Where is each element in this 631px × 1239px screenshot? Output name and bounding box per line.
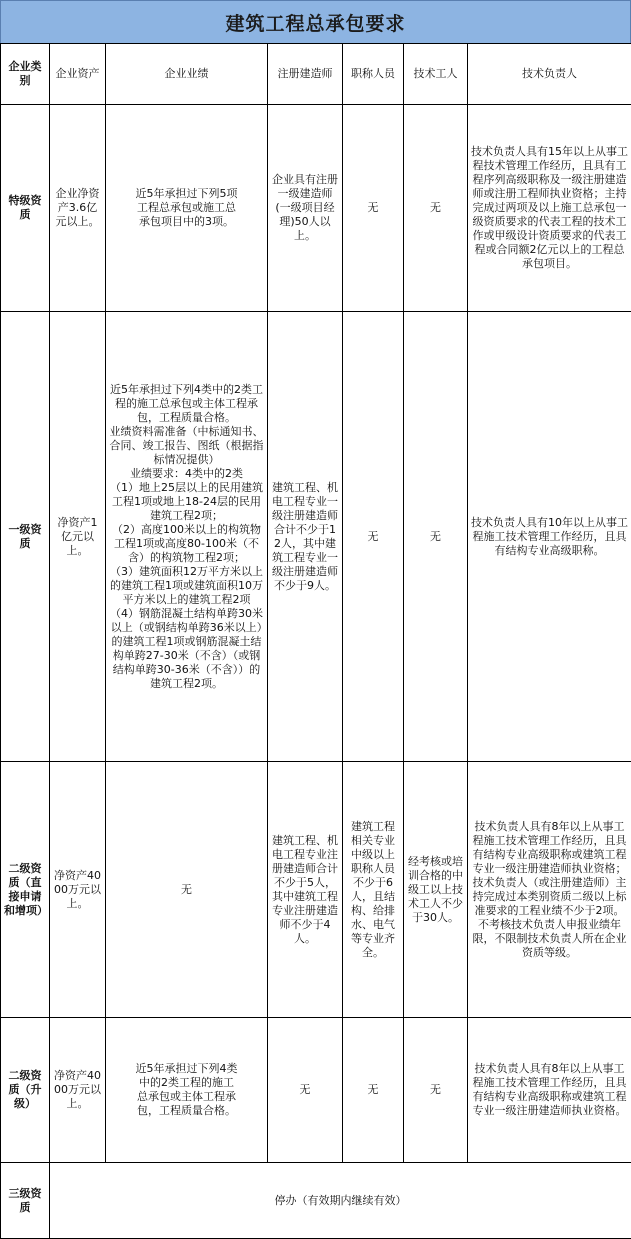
constructors-cell: 建筑工程、机电工程专业一级注册建造师合计不少于12人，其中建筑工程专业一级注册建造师不少于9人。 [268,312,343,762]
table-row [1,762,631,1018]
header-constructors: 注册建造师 [268,44,343,105]
tech-lead-cell: 技术负责人具有8年以上从事工程施工技术管理工作经历，且具有结构专业高级职称或建筑工程专业一级注册建造师执业资格。 [468,1018,631,1163]
header-performance: 企业业绩 [106,44,268,105]
header-row [1,44,631,105]
header-category: 企业类别 [1,44,50,105]
table-row [1,1163,631,1239]
header-titled-staff: 职称人员 [343,44,404,105]
header-assets: 企业资产 [50,44,106,105]
status-cell: 停办（有效期内继续有效） [50,1163,631,1239]
performance-cell: 近5年承担过下列5项工程总承包或施工总承包项目中的3项。 [106,105,268,312]
titles-cell: 无 [343,1018,404,1163]
performance-cell: 无 [106,762,268,1018]
tech-lead-cell: 技术负责人具有10年以上从事工程施工技术管理工作经历，且具有结构专业高级职称。 [468,312,631,762]
constructors-cell: 无 [268,1018,343,1163]
category-cell: 二级资质（直接申请和增项） [1,762,50,1018]
header-technical-lead: 技术负责人 [468,44,631,105]
workers-cell: 无 [404,1018,468,1163]
table-row [1,1018,631,1163]
constructors-cell: 建筑工程、机电工程专业注册建造师合计不少于5人，其中建筑工程专业注册建造师不少于4人。 [268,762,343,1018]
tech-lead-cell: 技术负责人具有15年以上从事工程技术管理工作经历，且具有工程序列高级职称及一级注册建造师或注册工程师执业资格；主持完成过两项及以上施工总承包一级资质要求的代表工程的技术工作或甲级设计资质要求的代表工程或合同额2亿元以上的工程总承包项目。 [468,105,631,312]
category-cell: 二级资质（升级） [1,1018,50,1163]
performance-cell: 近5年承担过下列4类中的2类工程的施工总承包或主体工程承包，工程质量合格。 [106,1018,268,1163]
table-row [1,312,631,762]
page-title: 建筑工程总承包要求 [0,0,631,43]
assets-cell: 净资产1亿元以上。 [50,312,106,762]
titles-cell: 无 [343,312,404,762]
titles-cell: 无 [343,105,404,312]
workers-cell: 无 [404,105,468,312]
category-cell: 三级资质 [1,1163,50,1239]
performance-cell: 近5年承担过下列4类中的2类工程的施工总承包或主体工程承包，工程质量合格。 业绩资料需准备（中标通知书、合同、竣工报告、图纸（根据指标情况提供） 业绩要求：4类中的2类 （1）地上25层以上的民用建筑工程1项或地上18-24层的民用建筑工程2项； （2）高度100米以上的构筑物工程1项或高度80-100米（不含）的构筑物工程2项； （3）建筑面积12万平方米以上的建筑工程1项或建筑面积10万平方米以上的建筑工程2项 （4）钢筋混凝土结构单跨30米以上（或钢结构单跨36米以上）的建筑工程1项或钢筋混凝土结构单跨27-30米（不含）（或钢结构单跨30-36米（不含））的建筑工程2项。 [106,312,268,762]
category-cell: 特级资质 [1,105,50,312]
table-row [1,105,631,312]
workers-cell: 无 [404,312,468,762]
tech-lead-cell: 技术负责人具有8年以上从事工程施工技术管理工作经历，且具有结构专业高级职称或建筑工程专业一级注册建造师执业资格；技术负责人（或注册建造师）主持完成过本类别资质二级以上标准要求的工程业绩不少于2项。不考核技术负责人申报业绩年限，不限制技术负责人所在企业资质等级。 [468,762,631,1018]
header-skilled-workers: 技术工人 [404,44,468,105]
assets-cell: 企业净资产3.6亿元以上。 [50,105,106,312]
constructors-cell: 企业具有注册一级建造师(一级项目经理)50人以上。 [268,105,343,312]
assets-cell: 净资产4000万元以上。 [50,1018,106,1163]
requirements-table [0,43,631,1239]
assets-cell: 净资产4000万元以上。 [50,762,106,1018]
workers-cell: 经考核或培训合格的中级工以上技术工人不少于30人。 [404,762,468,1018]
titles-cell: 建筑工程相关专业中级以上职称人员不少于6人，且结构、给排水、电气等专业齐全。 [343,762,404,1018]
category-cell: 一级资质 [1,312,50,762]
